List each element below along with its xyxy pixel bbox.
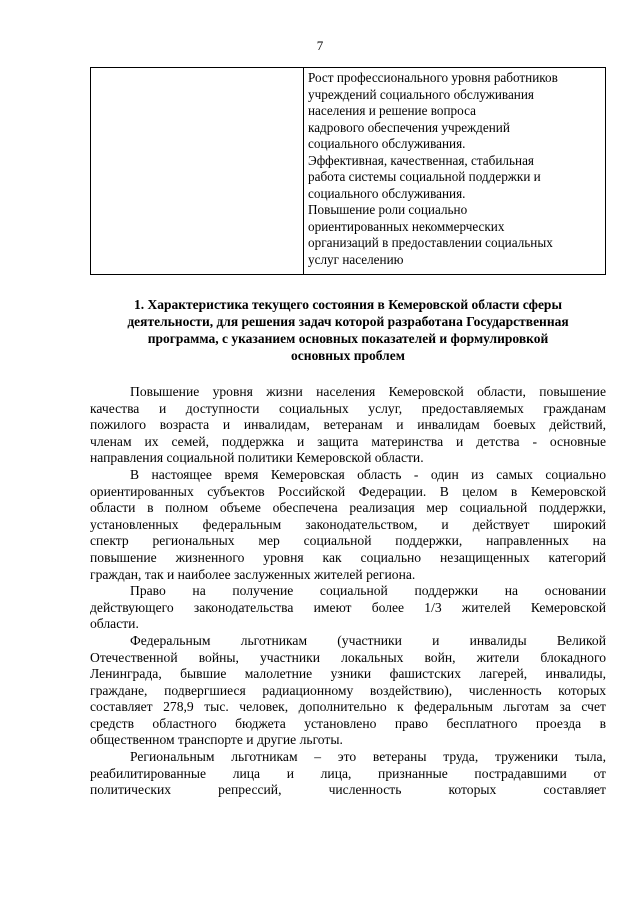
cell-line: Повышение роли социально [308,202,468,217]
paragraph-line: членам их семей, поддержка и защита материнства и детства - основные [90,433,606,449]
paragraph-line: граждан, так и наиболее заслуженных жителей региона. [90,566,416,582]
paragraph-line: реабилитированные лица и лица, признанные пострадавшими от [90,765,606,781]
cell-line: Рост профессионального уровня работников [308,70,558,85]
paragraph-line: качества и доступности социальных услуг, предоставляемых гражданам [90,400,606,416]
page-number: 7 [316,38,324,53]
body-text [90,384,606,799]
cell-line: Эффективная, качественная, стабильная [308,152,534,168]
cell-line: социального обслуживания. [308,185,466,201]
cell-line: работа системы социальной поддержки и [308,169,541,184]
paragraph-line: политических репрессий, численность которых составляет [90,782,606,798]
paragraph-line: составляет 278,9 тыс. человек, дополнительно к федеральным льготам за счет [90,699,606,715]
table-right-cell [304,68,606,275]
cell-line: учреждений социального обслуживания [308,86,534,102]
paragraph-line: Право на получение социальной поддержки на основании [130,583,606,599]
table-row [91,68,606,275]
paragraph-line: области в полном объеме обеспечена реализация мер социальной поддержки, [90,500,606,516]
heading-line: 1. Характеристика текущего состояния в Кемеровской области сферы [134,297,562,312]
paragraph-line: Ленинграда, бывшие малолетние узники фашистских лагерей, инвалиды, [90,666,606,682]
paragraph-line: средств областного бюджета установлено право бесплатного проезда в [90,715,606,731]
paragraph-line: общественном транспорте и другие льготы. [90,732,343,748]
paragraph-line: граждане, подвергшиеся радиационному воздействию), численность которых [90,682,606,698]
paragraph-line: направления социальной политики Кемеровской области. [90,450,424,466]
results-table [90,67,606,275]
section-heading [90,296,606,364]
heading-line: основных проблем [291,348,405,363]
paragraph-line: действующего законодательства имеют более 1/3 жителей Кемеровской [90,599,606,615]
cell-line: социального обслуживания. [308,136,466,151]
paragraph-line: спектр региональных мер социальной поддержки, направленных на [90,533,606,549]
paragraph-line: В настоящее время Кемеровская область - один из самых социально [130,466,606,482]
heading-line: программа, с указанием основных показателей и формулировкой [147,331,549,346]
paragraph-line: установленных федеральным законодательством, и действует широкий [90,516,606,532]
paragraph-line: области. [90,616,139,632]
paragraph-line: Региональным льготникам – это ветераны труда, труженики тыла, [130,749,606,765]
heading-line: деятельности, для решения задач которой разработана Государственная [127,314,569,329]
cell-line: услуг населению [308,251,404,267]
cell-line: населения и решение вопроса [308,103,476,118]
cell-line: ориентированных некоммерческих [308,218,505,234]
paragraph-line: Повышение уровня жизни населения Кемеровской области, повышение [130,384,606,399]
table-left-cell [91,68,304,275]
cell-line: организаций в предоставлении социальных [308,235,553,250]
paragraph-line: Федеральным льготникам (участники и инвалиды Великой [130,632,606,648]
paragraph-line: пожилого возраста и инвалидам, ветеранам и инвалидам боевых действий, [90,417,606,433]
cell-line: кадрового обеспечения учреждений [308,119,510,135]
paragraph-line: ориентированных субъектов Российской Федерации. В целом в Кемеровской [90,483,606,499]
paragraph-line: Отечественной войны, участники локальных войн, жители блокадного [90,649,606,665]
paragraph-line: повышение жизненного уровня как социально незащищенных категорий [90,549,606,565]
